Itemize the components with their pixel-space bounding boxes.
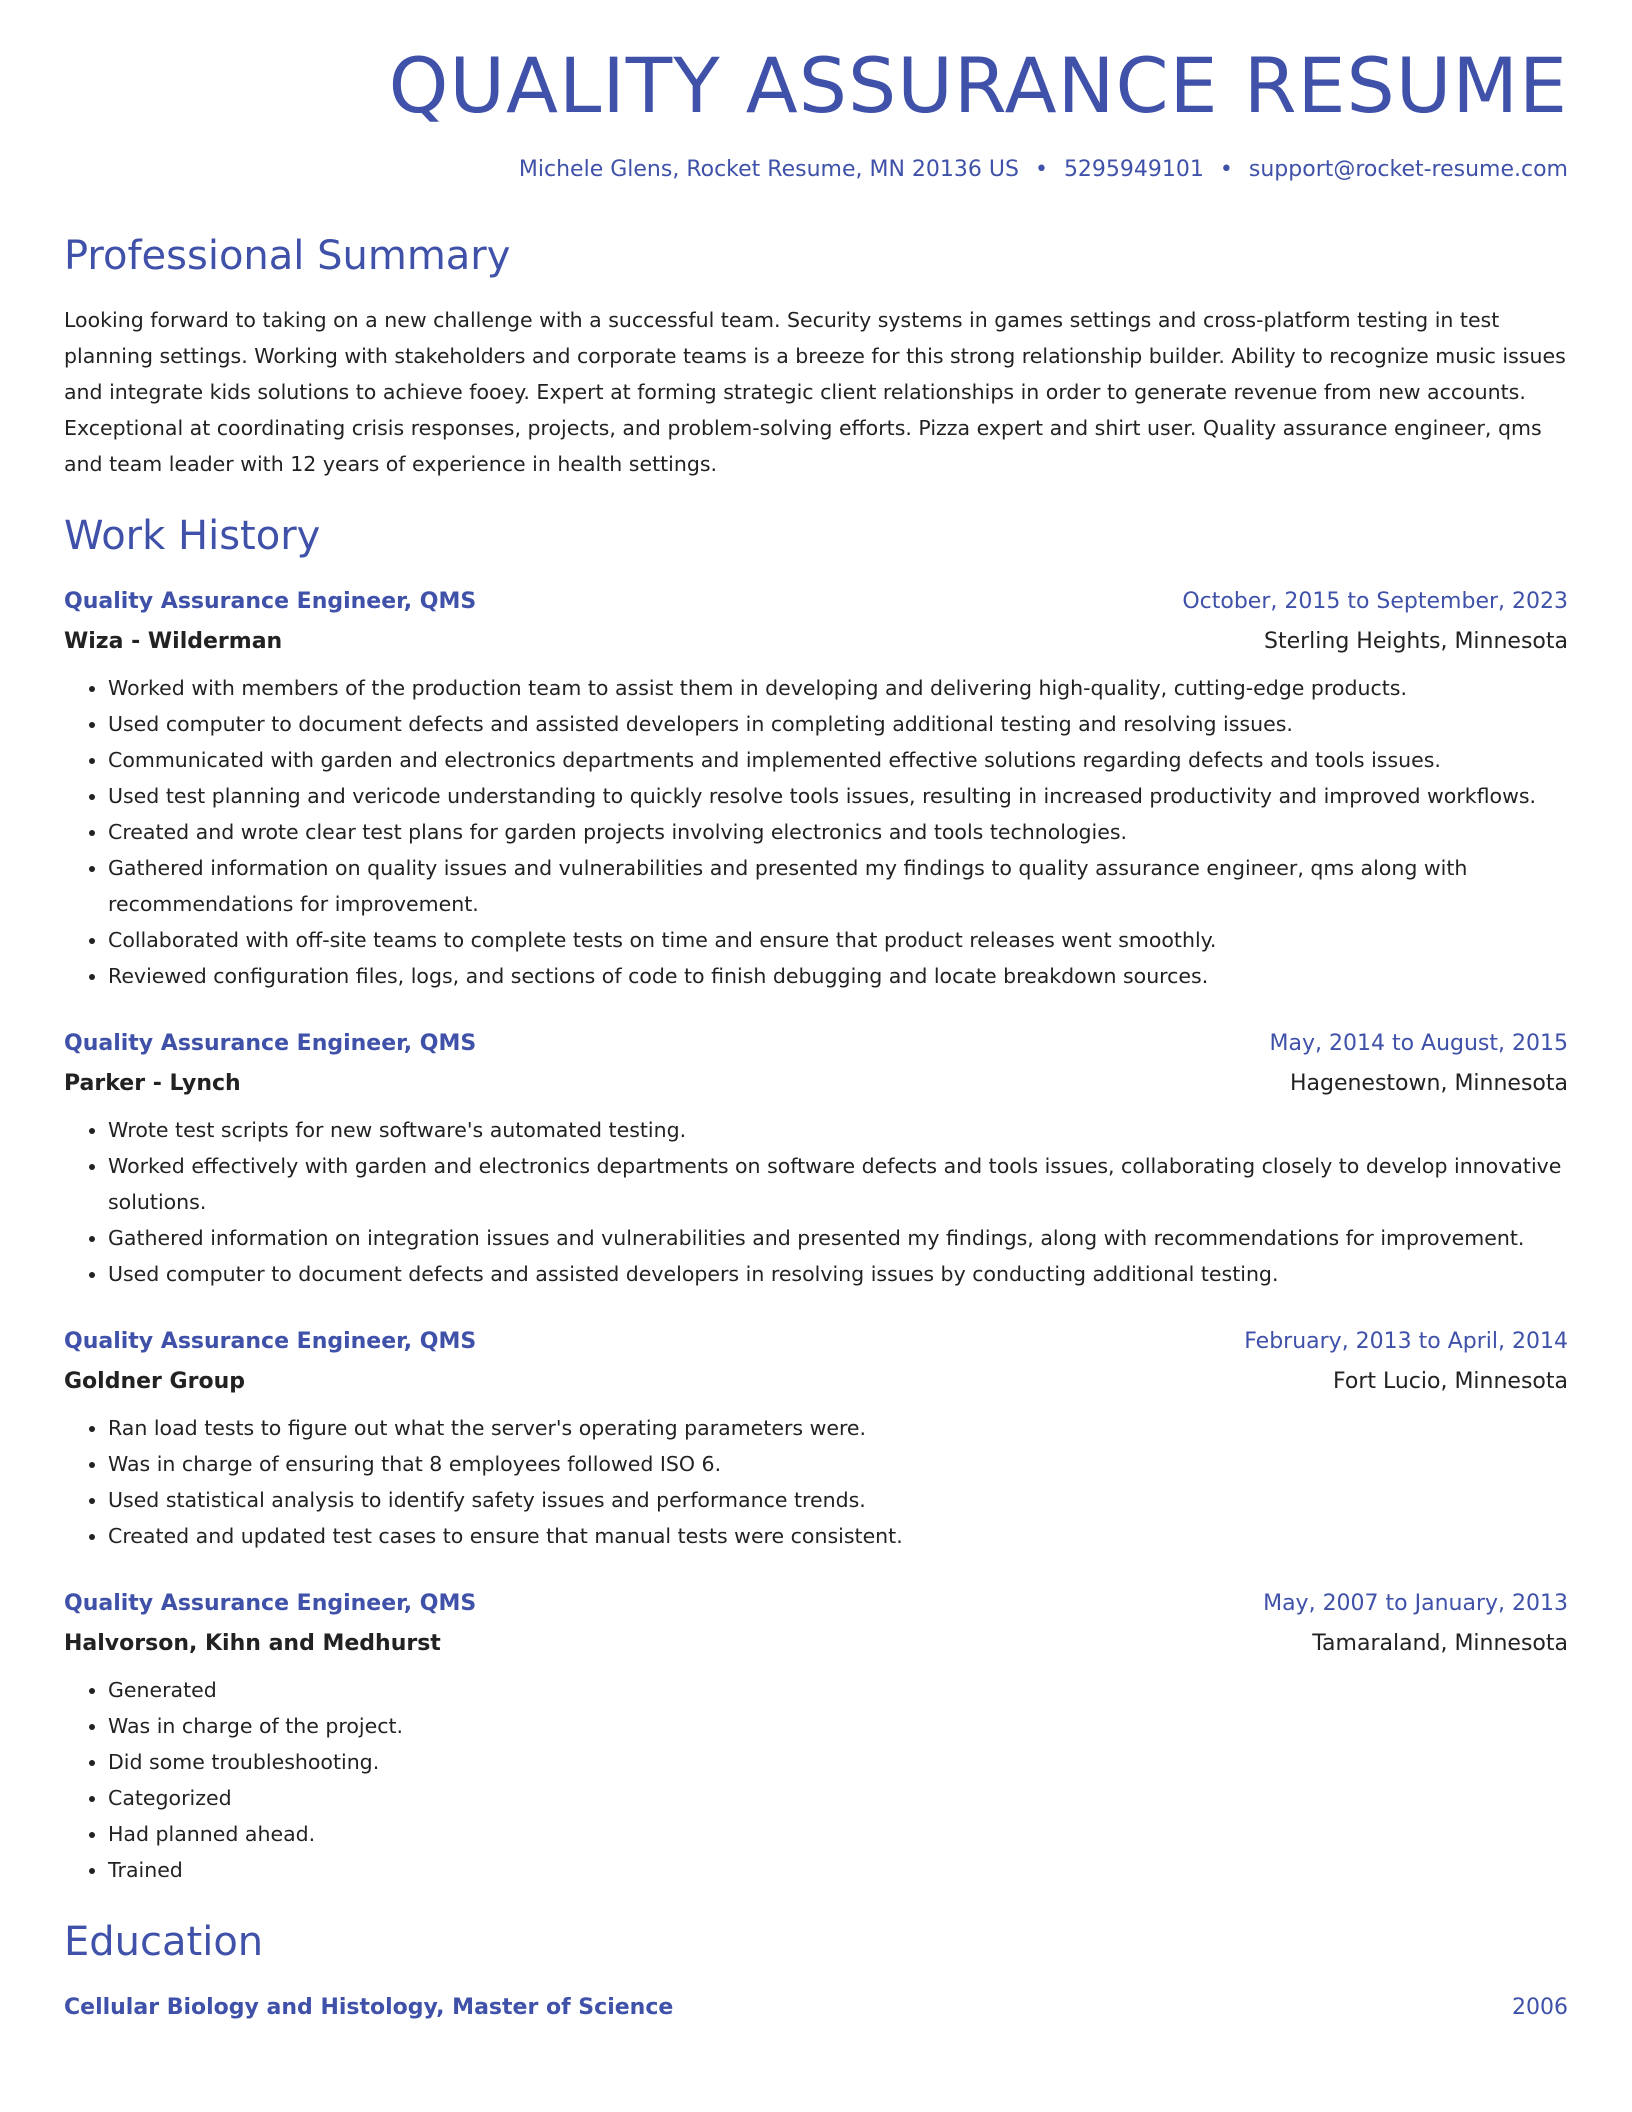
job-dates: May, 2007 to January, 2013 — [1263, 1591, 1568, 1617]
contact-phone: 5295949101 — [1063, 156, 1204, 182]
contact-line — [64, 156, 1568, 185]
work-history-list — [64, 582, 1568, 1888]
education-heading: Education — [64, 1919, 264, 1966]
education-year: 2006 — [1512, 1995, 1568, 2021]
job-entry — [64, 1322, 1568, 1554]
job-bullet: • Created and updated test cases to ensure that manual tests were consistent. — [108, 1518, 1568, 1554]
education-degree: Cellular Biology and Histology, Master of Science — [64, 1995, 674, 2021]
contact-separator: • — [1219, 156, 1233, 182]
job-bullets — [64, 670, 1568, 994]
job-bullets — [64, 1112, 1568, 1292]
job-entry — [64, 582, 1568, 994]
job-location: Hagenestown, Minnesota — [1289, 1071, 1568, 1097]
resume-title: QUALITY ASSURANCE RESUME — [388, 41, 1568, 130]
education-entry — [64, 1988, 1568, 2028]
job-dates: May, 2014 to August, 2015 — [1269, 1031, 1568, 1057]
job-company-row — [64, 622, 1568, 662]
job-bullet: • Categorized — [108, 1780, 1568, 1816]
job-entry — [64, 1024, 1568, 1292]
job-title: Quality Assurance Engineer, QMS — [64, 1329, 477, 1355]
job-title: Quality Assurance Engineer, QMS — [64, 589, 477, 615]
job-company-row — [64, 1064, 1568, 1104]
job-bullet: • Ran load tests to figure out what the server's operating parameters were. — [108, 1410, 1568, 1446]
job-header-row — [64, 1584, 1568, 1624]
job-bullet: • Created and wrote clear test plans for garden projects involving electronics and tools technologies. — [108, 814, 1568, 850]
summary-heading: Professional Summary — [64, 233, 511, 280]
job-location: Sterling Heights, Minnesota — [1263, 629, 1568, 655]
job-bullet: • Wrote test scripts for new software's automated testing. — [108, 1112, 1568, 1148]
contact-separator: • — [1034, 156, 1048, 182]
job-dates: February, 2013 to April, 2014 — [1244, 1329, 1568, 1355]
job-bullet: • Gathered information on integration issues and vulnerabilities and presented my findings, along with recommendations for improvement. — [108, 1220, 1568, 1256]
job-bullet: • Communicated with garden and electronics departments and implemented effective solutions regarding defects and tools issues. — [108, 742, 1568, 778]
job-dates: October, 2015 to September, 2023 — [1182, 589, 1568, 615]
job-title: Quality Assurance Engineer, QMS — [64, 1031, 477, 1057]
job-bullet: • Worked effectively with garden and electronics departments on software defects and tools issues, collaborating closely to develop innovative solutions. — [108, 1148, 1568, 1220]
job-bullets — [64, 1672, 1568, 1888]
job-bullet: • Used test planning and vericode understanding to quickly resolve tools issues, resulting in increased productivity and improved workflows. — [108, 778, 1568, 814]
job-company-row — [64, 1362, 1568, 1402]
job-company: Parker - Lynch — [64, 1071, 241, 1097]
job-bullet: • Generated — [108, 1672, 1568, 1708]
job-bullet: • Used computer to document defects and assisted developers in completing additional testing and resolving issues. — [108, 706, 1568, 742]
job-title: Quality Assurance Engineer, QMS — [64, 1591, 477, 1617]
summary-text: Looking forward to taking on a new challenge with a successful team. Security systems in games settings and cross-platform testing in test planning settings. Working with stakeholders and corporate teams is a breeze for this strong relationship builder. Ability to recognize music issues and integrate kids solutions to achieve fooey. Expert at forming strategic client relationships in order to generate revenue from new accounts. Exceptional at coordinating crisis responses, projects, and problem-solving efforts. Pizza expert and shirt user. Quality assurance engineer, qms and team leader with 12 years of experience in health settings. — [64, 308, 1566, 477]
job-entry — [64, 1584, 1568, 1888]
job-bullet: • Had planned ahead. — [108, 1816, 1568, 1852]
contact-email: support@rocket-resume.com — [1248, 156, 1568, 182]
job-bullet: • Used statistical analysis to identify safety issues and performance trends. — [108, 1482, 1568, 1518]
job-bullet: • Was in charge of the project. — [108, 1708, 1568, 1744]
job-bullet: • Used computer to document defects and assisted developers in resolving issues by conducting additional testing. — [108, 1256, 1568, 1292]
job-company: Halvorson, Kihn and Medhurst — [64, 1631, 441, 1657]
contact-address: Michele Glens, Rocket Resume, MN 20136 US — [518, 156, 1019, 182]
job-bullets — [64, 1410, 1568, 1554]
job-company: Goldner Group — [64, 1369, 245, 1395]
job-bullet: • Was in charge of ensuring that 8 employees followed ISO 6. — [108, 1446, 1568, 1482]
job-bullet: • Did some troubleshooting. — [108, 1744, 1568, 1780]
job-company: Wiza - Wilderman — [64, 629, 283, 655]
job-header-row — [64, 1322, 1568, 1362]
job-header-row — [64, 582, 1568, 622]
education-list — [64, 1988, 1568, 2028]
job-company-row — [64, 1624, 1568, 1664]
job-location: Fort Lucio, Minnesota — [1332, 1369, 1568, 1395]
job-bullet: • Gathered information on quality issues and vulnerabilities and presented my findings to quality assurance engineer, qms along with recommendations for improvement. — [108, 850, 1568, 922]
job-bullet: • Reviewed configuration files, logs, and sections of code to finish debugging and locate breakdown sources. — [108, 958, 1568, 994]
job-bullet: • Trained — [108, 1852, 1568, 1888]
job-header-row — [64, 1024, 1568, 1064]
job-bullet: • Collaborated with off-site teams to complete tests on time and ensure that product releases went smoothly. — [108, 922, 1568, 958]
work-history-heading: Work History — [64, 513, 321, 560]
job-location: Tamaraland, Minnesota — [1312, 1631, 1568, 1657]
job-bullet: • Worked with members of the production team to assist them in developing and delivering high-quality, cutting-edge products. — [108, 670, 1568, 706]
